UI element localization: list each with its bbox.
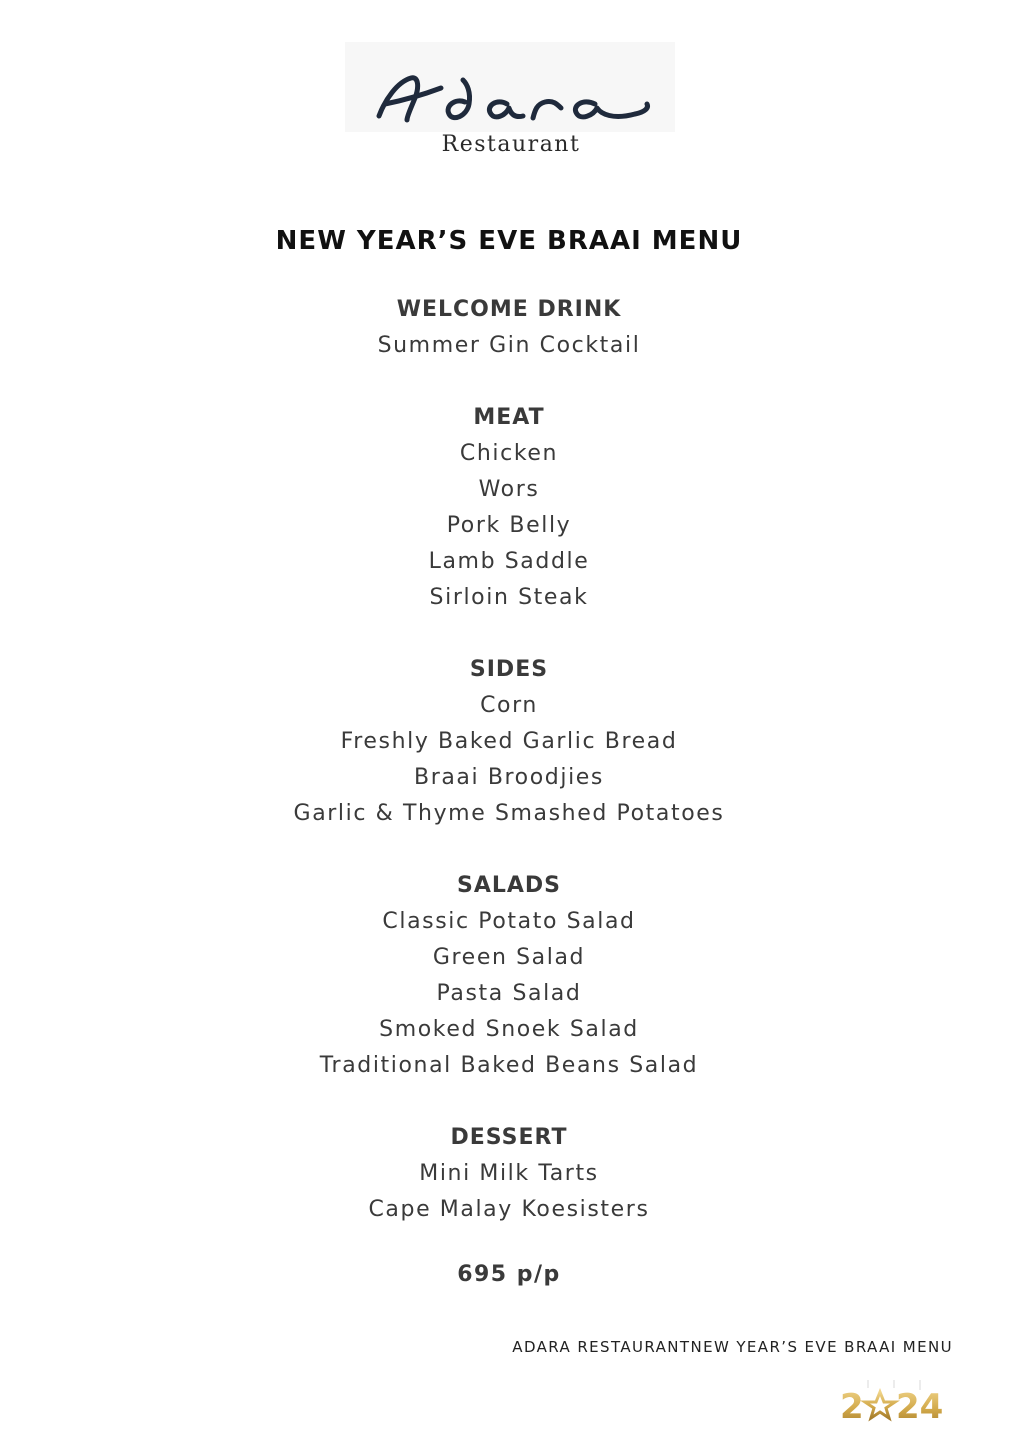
menu-item: Green Salad xyxy=(432,945,586,970)
menu-item: Pork Belly xyxy=(446,513,572,538)
menu-item: Traditional Baked Beans Salad xyxy=(319,1053,699,1078)
menu-item: Mini Milk Tarts xyxy=(419,1161,599,1186)
menu-item: Braai Broodjies xyxy=(414,765,604,790)
menu-item: Garlic & Thyme Smashed Potatoes xyxy=(293,801,725,826)
section-heading: WELCOME DRINK xyxy=(396,297,622,322)
star-icon xyxy=(865,1392,895,1418)
adara-script-logo xyxy=(345,42,675,132)
menu-item: Pasta Salad xyxy=(436,981,582,1006)
menu-item: Smoked Snoek Salad xyxy=(379,1017,639,1042)
menu-item: Chicken xyxy=(459,441,559,466)
menu-item: Lamb Saddle xyxy=(428,549,590,574)
section-heading: DESSERT xyxy=(450,1125,568,1150)
section-meat xyxy=(0,400,1018,616)
menu-item: Wors xyxy=(478,477,540,502)
section-heading: SALADS xyxy=(456,873,562,898)
restaurant-logo xyxy=(345,42,675,132)
badge-digits-24: 24 xyxy=(896,1387,944,1424)
section-salads xyxy=(0,868,1018,1084)
menu-item: Sirloin Steak xyxy=(429,585,589,610)
menu-item: Summer Gin Cocktail xyxy=(377,333,641,358)
menu-body xyxy=(0,292,1018,1264)
year-2024-badge xyxy=(838,1380,948,1424)
section-heading: MEAT xyxy=(473,405,545,430)
menu-item: Classic Potato Salad xyxy=(382,909,636,934)
badge-digit-2: 2 xyxy=(840,1387,864,1424)
section-heading: SIDES xyxy=(469,657,549,682)
menu-title: NEW YEAR’S EVE BRAAI MENU xyxy=(275,226,743,256)
logo-subtitle: Restaurant xyxy=(441,132,581,157)
section-welcome-drink xyxy=(0,292,1018,364)
section-dessert xyxy=(0,1120,1018,1228)
menu-item: Cape Malay Koesisters xyxy=(368,1197,650,1222)
footer-text: ADARA RESTAURANTNEW YEAR’S EVE BRAAI MENU xyxy=(512,1338,953,1356)
menu-item: Corn xyxy=(480,693,538,718)
price-per-person: 695 p/p xyxy=(457,1262,561,1287)
menu-item: Freshly Baked Garlic Bread xyxy=(340,729,678,754)
section-sides xyxy=(0,652,1018,832)
